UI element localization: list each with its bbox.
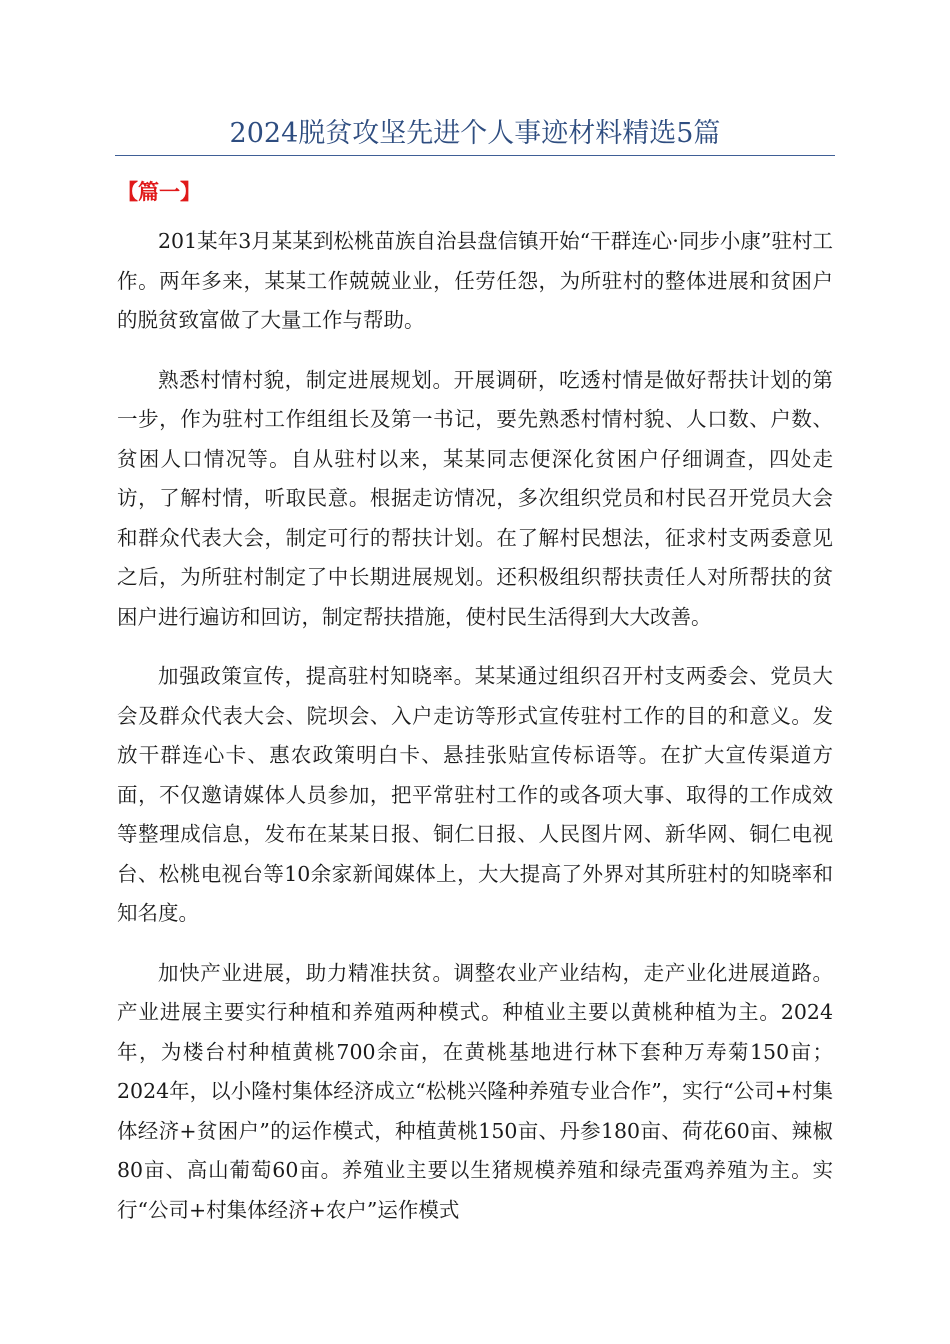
document-body (117, 222, 833, 1250)
paragraph-2: 熟悉村情村貌，制定进展规划。开展调研，吃透村情是做好帮扶计划的第一步，作为驻村工作组组长及第一书记，要先熟悉村情村貌、人口数、户数、贫困人口情况等。自从驻村以来，某某同志便深化贫困户仔细调查，四处走访，了解村情，听取民意。根据走访情况，多次组织党员和村民召开党员大会和群众代表大会，制定可行的帮扶计划。在了解村民想法，征求村支两委意见之后，为所驻村制定了中长期进展规划。还积极组织帮扶责任人对所帮扶的贫困户进行遍访和回访，制定帮扶措施，使村民生活得到大大改善。 (117, 367, 833, 629)
paragraph-1: 201某年3月某某到松桃苗族自治县盘信镇开始“干群连心·同步小康”驻村工作。两年多来，某某工作兢兢业业，任劳任怨，为所驻村的整体进展和贫困户的脱贫致富做了大量工作与帮助。 (117, 229, 833, 332)
paragraph-4: 加快产业进展，助力精准扶贫。调整农业产业结构，走产业化进展道路。产业进展主要实行种植和养殖两种模式。种植业主要以黄桃种植为主。2024年，为楼台村种植黄桃700余亩，在黄桃基地进行林下套种万寿菊150亩；2024年，以小隆村集体经济成立“松桃兴隆种养殖专业合作”，实行“公司+村集体经济+贫困户”的运作模式，种植黄桃150亩、丹参180亩、荷花60亩、辣椒80亩、高山葡萄60亩。养殖业主要以生猪规模养殖和绿壳蛋鸡养殖为主。实行“公司+村集体经济+农户”运作模式 (117, 960, 833, 1222)
title-underline (115, 155, 835, 156)
document-title: 2024脱贫攻坚先进个人事迹材料精选5篇 (229, 118, 721, 149)
paragraph-3: 加强政策宣传，提高驻村知晓率。某某通过组织召开村支两委会、党员大会及群众代表大会、院坝会、入户走访等形式宣传驻村工作的目的和意义。发放干群连心卡、惠农政策明白卡、悬挂张贴宣传标语等。在扩大宣传渠道方面，不仅邀请媒体人员参加，把平常驻村工作的或各项大事、取得的工作成效等整理成信息，发布在某某日报、铜仁日报、人民图片网、新华网、铜仁电视台、松桃电视台等10余家新闻媒体上，大大提高了外界对其所驻村的知晓率和知名度。 (117, 664, 833, 925)
section-heading: 【篇一】 (117, 180, 201, 204)
